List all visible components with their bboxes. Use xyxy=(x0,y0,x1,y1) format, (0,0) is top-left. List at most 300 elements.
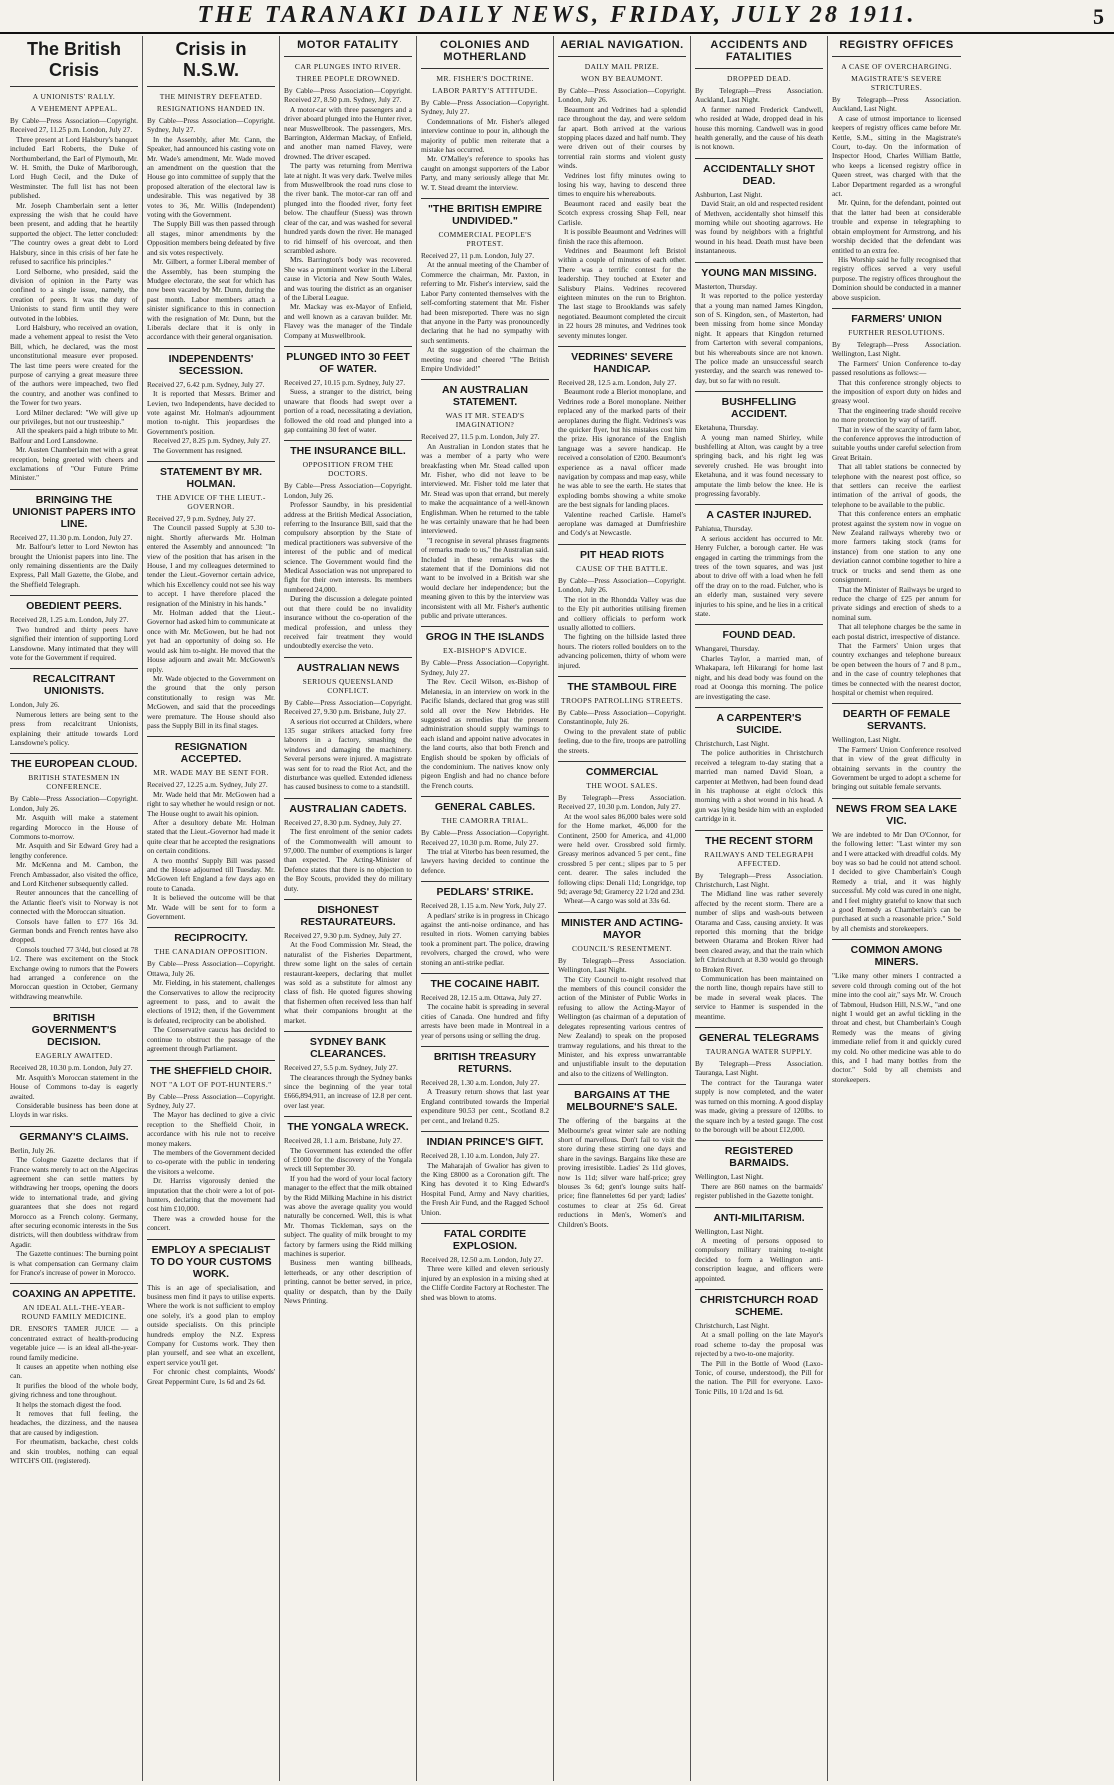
article-paragraph: By Telegraph—Press Association. Christchurch, Last Night. xyxy=(695,870,823,889)
article xyxy=(284,346,412,434)
article-paragraph: The Farmers' Union Conference resolved that in view of the great difficulty in obtaining servants in the country the Government be urged to adopt a scheme for bringing out suitable female servants. xyxy=(832,744,961,792)
article xyxy=(558,62,686,340)
article-paragraph: His Worship said he fully recognised that registry offices served a very useful purpose. The registry offices throughout the Dominion should be conducted in a manner above suspicion. xyxy=(832,254,961,302)
article-paragraph: The police authorities in Christchurch received a telegram to-day stating that a married man named David Sloan, a carpenter at Methven, had been found dead in his traphouse at eight o'clock this morning with a shot wound in his head. A gun was lying beside him with an exploded cartridge in it. xyxy=(695,748,823,824)
article-subhead: THE WOOL SALES. xyxy=(586,780,658,790)
article xyxy=(284,1031,412,1110)
article-paragraph: The Council passed Supply at 5.30 to-night. Shortly afterwards Mr. Holman entered the Assembly and announced: "In view of the position that has arisen in the House, I and my colleagues determined to tender the Lieut.-Governor certain advice, which his Excellency could not see his way to accept. I have therefore placed the resignation of the Ministry in his hands." xyxy=(147,523,275,608)
article-paragraph: For rheumatism, backache, chest colds and skin troubles, nothing can equal WITCH'S OIL (registered). xyxy=(10,1437,138,1466)
article-headline: SYDNEY BANK CLEARANCES. xyxy=(284,1031,412,1060)
article xyxy=(421,626,549,790)
article-headline: BUSHFELLING ACCIDENT. xyxy=(695,391,823,420)
article xyxy=(147,927,275,1053)
article-headline: AUSTRALIAN CADETS. xyxy=(284,798,412,815)
article-paragraph: The Pill in the Bottle of Wood (Laxo-Tonic, of course, understood), the Pill for the nation. The Pill for everyone. Laxo-Tonic Pills, 10 1/2d and 1s 6d. xyxy=(695,1358,823,1396)
masthead xyxy=(0,0,1114,34)
article-headline: "THE BRITISH EMPIRE UNDIVIDED." xyxy=(421,198,549,227)
article-paragraph: London, July 26. xyxy=(10,700,60,710)
article-paragraph: The Maharajah of Gwalior has given to the King £8000 as a Coronation gift. The King has devoted it to King Edward's Hospital Fund, Army and Navy charities, the Fresh Air Fund, and the Ragged School Union. xyxy=(421,1160,549,1217)
article-headline: ANTI-MILITARISM. xyxy=(695,1207,823,1224)
article-headline: BRITISH GOVERNMENT'S DECISION. xyxy=(10,1007,138,1048)
article xyxy=(421,796,549,875)
article xyxy=(147,1239,275,1386)
article xyxy=(421,379,549,620)
article-subhead: WAS IT MR. STEAD'S IMAGINATION? xyxy=(445,411,525,430)
article xyxy=(284,440,412,650)
article-paragraph: Mr. Balfour's letter to Lord Newton has brought the Unionist papers into line. The only remaining dissentients are the Daily Express, Pall Mall Gazette, the Globe, and the Sheffield Telegraph. xyxy=(10,542,138,589)
article-paragraph: Received 28, 10.30 p.m. London, July 27. xyxy=(10,1063,133,1073)
article-headline: CHRISTCHURCH ROAD SCHEME. xyxy=(695,1289,823,1318)
article-paragraph: A case of utmost importance to licensed keepers of registry offices came before Mr. Kettle, S.M., sitting in the Magistrate's Court, to-day. On the information of Inspector Hood, Charles William Battle, who keeps a licensed registry office in Queen street, was charged with that the Labor Department regarded as a wrongful act. xyxy=(832,113,961,199)
article xyxy=(284,1116,412,1305)
column xyxy=(280,36,417,1781)
article-paragraph: Two hundred and thirty peers have signified their intention of supporting Lord Lansdowne. Many intimated that they will vote for the Government if required. xyxy=(10,624,138,662)
article-paragraph: That the Farmers' Union urges that country exchanges and telephone bureaux be open between the hours of 7 and 8 p.m., and in the case of country telephones that times be connected with the nearest doctor, hospital or chemist when required. xyxy=(832,640,961,697)
article xyxy=(421,1046,549,1125)
article-paragraph: Received 27, 8.30 p.m. Sydney, July 27. xyxy=(284,817,402,827)
article-subhead: MAGISTRATE'S SEVERE STRICTURES. xyxy=(851,74,942,92)
article-paragraph: Whangarei, Thursday. xyxy=(695,644,760,654)
article-paragraph: Lord Selborne, who presided, said the division of opinion in the Party was confined to a single issue, namely, the creation of peers. It was the duty of Unionists to stand firm until they were outvoted in the lobbies. xyxy=(10,266,138,323)
article-paragraph: The City Council to-night resolved that the members of this council consider the action of the Minister of Public Works in refusing to allow the Acting-Mayor of Wellington (as chairman of a deputation of delegates representing various centres of New Zealand) to speak on the proposed tramway regulations, and his threat to the Minister, and his express unwarrantable and unjustifiable insult to the deputation and also to the citizens of Wellington. xyxy=(558,974,686,1078)
article-subhead: MR. FISHER'S DOCTRINE. xyxy=(436,74,534,83)
article xyxy=(421,74,549,192)
article-paragraph: There was a crowded house for the concert. xyxy=(147,1213,275,1233)
article-headline: GERMANY'S CLAIMS. xyxy=(10,1126,138,1143)
article-subhead: A UNIONISTS' RALLY. xyxy=(32,92,116,101)
article-headline: A CASTER INJURED. xyxy=(695,504,823,521)
article-paragraph: A meeting of persons opposed to compulsory military training to-night decided to form a Wellington anti-conscription league, and officers were appointed. xyxy=(695,1235,823,1283)
column xyxy=(417,36,554,1781)
article-paragraph: It is reported that Messrs. Brimer and Levien, two Independents, have decided to vote against Mr. Holman's adjournment motion to-night. This jeopardises the Government's position. xyxy=(147,389,275,436)
article-subhead: SERIOUS QUEENSLAND CONFLICT. xyxy=(302,676,394,695)
column-heading: AERIAL NAVIGATION. xyxy=(558,36,686,57)
article xyxy=(10,595,138,662)
article-headline: RECALCITRANT UNIONISTS. xyxy=(10,668,138,697)
article-paragraph: A motor-car with three passengers and a driver aboard plunged into the Hunter river, near Muswellbrook. The passengers, Mrs. Barrington, Alderman Mackay, of Enfield, and another man named Flavey, were drowned. The driver escaped. xyxy=(284,104,412,161)
article xyxy=(558,346,686,538)
article-headline: DEARTH OF FEMALE SERVANTS. xyxy=(832,703,961,732)
article-subhead: TROOPS PATROLLING STREETS. xyxy=(560,695,683,705)
article-headline: DISHONEST RESTAURATEURS. xyxy=(284,899,412,928)
article-paragraph: The first enrolment of the senior cadets of the Commonwealth will amount to 97,000. The number of exemptions is larger than expected. The Acting-Minister of Defence states that there is no objection to the Boy Scouts, provided they do military duty. xyxy=(284,827,412,893)
article xyxy=(558,912,686,1078)
article-paragraph: David Stair, an old and respected resident of Methven, accidentally shot himself this morning while out shooting agarrows. He was found by neighbors with a frightful wound in his head. Death must have been instantaneous. xyxy=(695,199,823,256)
article-headline: PLUNGED INTO 30 FEET OF WATER. xyxy=(284,346,412,375)
article-headline: GENERAL TELEGRAMS xyxy=(695,1027,823,1044)
article-paragraph: By Cable—Press Association—Copyright. Sydney, July 27. xyxy=(421,658,549,677)
article-headline: MINISTER AND ACTING-MAYOR xyxy=(558,912,686,941)
article-paragraph: It helps the stomach digest the food. xyxy=(16,1399,122,1409)
article-paragraph: Beaumont and Vedrines had a splendid race throughout the day, and were seldom far apart. Both arrived at the various stopping places dazed and half numb. They were driven out of their courses by torrential rain storms and violent gusty winds. xyxy=(558,104,686,171)
article xyxy=(10,92,138,483)
article xyxy=(10,668,138,747)
article-subhead: THREE PEOPLE DROWNED. xyxy=(295,74,401,83)
article-paragraph: Business men wanting billheads, letterheads, or any other description of printing, cannot be better served, in price, quality or despatch, than by the Daily News Printing. xyxy=(284,1258,412,1306)
article-paragraph: Received 28, 1.1 a.m. Brisbane, July 27. xyxy=(284,1136,402,1146)
article-paragraph: At the Food Commission Mr. Stead, the naturalist of the Fisheries Department, threw some light on the sales of certain restaurant-keepers, declaring that mullet was sold as a substitute for almost any class of fish. He quoted figures showing that fishermen often received less than half what their companions brought at the market. xyxy=(284,940,412,1025)
article-subhead: THE MINISTRY DEFEATED. xyxy=(159,92,263,101)
article-paragraph: Consols have fallen to £77 16s 3d. German bonds and French rentes have also dropped. xyxy=(10,916,138,945)
article-paragraph: Communication has been maintained on the north line, though repairs have still to be made in several weak places. The service to Hanmer is suspended in the meantime. xyxy=(695,974,823,1021)
article-paragraph: Received 28, 1.30 a.m. London, July 27. xyxy=(421,1078,540,1088)
article-paragraph: Mr. Holman added that the Lieut.-Governor had asked him to communicate at once with Mr. McGowen, but he had not yet had an opportunity of doing so. He would ask him to-night. He moved that the House adjourn and await Mr. McGowen's reply. xyxy=(147,608,275,674)
article-paragraph: Mr. Asquith will make a statement regarding Morocco in the House of Commons to-morrow. xyxy=(10,813,138,841)
article-paragraph: The Cologne Gazette declares that if France wants merely to act on the Algeciras agreement she can settle matters by withdrawing her troops, opening the doors wide to international trade, and giving guarantees that she does not regard Morocco as a French colony. Germany, after securing economic interests in the Sus districts, will then doubtless withdraw from Agadir. xyxy=(10,1155,138,1249)
column xyxy=(143,36,280,1781)
article-paragraph: Mr. O'Malley's reference to spooks has caught on amongst supporters of the Labor Party, and many seriously allege that Mr. W. T. Stead dreamt the interview. xyxy=(421,154,549,192)
column xyxy=(6,36,143,1781)
article-headline: GENERAL CABLES. xyxy=(421,796,549,813)
article-paragraph: Christchurch, Last Night. xyxy=(695,1320,770,1330)
article-subhead: RAILWAYS AND TELEGRAPH AFFECTED. xyxy=(704,849,814,868)
article-paragraph: The party was returning from Merriwa late at night. It was very dark. Twelve miles from Muswellbrook the road runs close to the river bank. The motor-car ran off and plunged into the flooded river, forty feet below. The chauffeur (Suess) was thrown clear of the car, and was washed for several hundred yards down the river. He managed to rid himself of his overcoat, and then scrambled ashore. xyxy=(284,161,412,255)
article-paragraph: Berlin, July 26. xyxy=(10,1145,55,1155)
article-headline: COMMON AMONG MINERS. xyxy=(832,939,961,968)
article-paragraph: For chronic chest complaints, Woods' Great Peppermint Cure, 1s 6d and 2s 6d. xyxy=(147,1367,275,1386)
article xyxy=(558,544,686,670)
article-paragraph: The contract for the Tauranga water supply is now completed, and the water was turned on this morning. A good display was made, giving a pressure of 120lbs. to the square inch by a tested gauge. The cost to the borough will be about £12,000. xyxy=(695,1077,823,1134)
article-paragraph: An Australian in London states that he was a member of a party who were breakfasting when Mr. Stead called upon Mr. Fisher, who did not leave to be interviewed. Mr. Fisher told me later that Mr. Stead was upon that errand, but merely to make the acquaintance of a well-known Englishman. When he returned to the table he was certainly unaware that he had been interviewed. xyxy=(421,441,549,536)
article-subhead: BRITISH STATESMEN IN CONFERENCE. xyxy=(28,773,120,792)
article-headline: THE EUROPEAN CLOUD. xyxy=(10,753,138,770)
article-paragraph: Professor Saundby, in his presidential address at the British Medical Association, referring to the Insurance Bill, said that the compulsory absorption by the State of medical practitioners was subversive of the interest of the public and of medical science. The Government would find the Medical Association was not unprepared to fight for their own interests. Its members numbered 24,000. xyxy=(284,500,412,594)
article-paragraph: That the Minister of Railways be urged to reduce the charge of £25 per annum for private sidings and erection of sheds to a nominal sum. xyxy=(832,584,961,622)
article-paragraph: Mr. Quinn, for the defendant, pointed out that the latter had been at considerable trouble and expense in telegraphing to obtain employment for Armstrong, and his worship decided that the defendant was entitled to an extra fee. xyxy=(832,198,961,255)
newspaper-columns xyxy=(6,36,1108,1781)
article-paragraph: Mr. Mackay was ex-Mayor of Enfield, and well known as a caravan builder. Mr. Flavey was the manager of the Tindale Company at Muswellbrook. xyxy=(284,302,412,340)
article-paragraph: Mr. Austen Chamberlain met with a great reception, being greeted with cheers and exclamations of "Our Future Prime Minister." xyxy=(10,445,138,483)
article-paragraph: Three present at Lord Halsbury's banquet included Earl Roberts, the Duke of Northumberland, the Earl of Plymouth, Mr. W. H. Smith, the Duke of Marlborough, Lord Hugh Cecil, and the Duke of Westminster. The full list has not been published. xyxy=(10,134,138,201)
article-headline: COMMERCIAL xyxy=(558,761,686,778)
article-headline: THE RECENT STORM xyxy=(695,830,823,847)
article xyxy=(421,1131,549,1217)
article xyxy=(695,1207,823,1283)
article xyxy=(10,489,138,589)
article xyxy=(10,1283,138,1465)
article-paragraph: Mr. Joseph Chamberlain sent a letter expressing the wish that he could have been present, and adding that he heartily supported the object. The letter concluded: "The country owes a great debt to Lord Halsbury, since in this crisis of her fate he refused to sacrifice his principles." xyxy=(10,200,138,267)
article-paragraph: Mr. Wade objected to the Government on the ground that the only person constitutionally to resign was Mr. McGowen, and said that the proceedings were premature. The House should also pass the Supply Bill in its final stages. xyxy=(147,673,275,730)
article-subhead: AN IDEAL ALL-THE-YEAR-ROUND FAMILY MEDICINE. xyxy=(21,1303,127,1322)
article-paragraph: By Cable—Press Association—Copyright. Sydney, July 27. xyxy=(147,116,275,135)
article xyxy=(832,703,961,791)
article-paragraph: At the annual meeting of the Chamber of Commerce the chairman, Mr. Paxton, in referring to Mr. Fisher's interview, said the Labor Party contented themselves with the self-comforting statement that Mr. Fisher had been misreported. There was no sign that anyone in the Party was pronouncedly declaring that he had no sympathy with such sentiments. xyxy=(421,260,549,345)
article-headline: YOUNG MAN MISSING. xyxy=(695,262,823,279)
article-paragraph: Numerous letters are being sent to the press from recalcitrant Unionists, explaining their attitude towards Lord Lansdowne's policy. xyxy=(10,709,138,747)
article-subhead: WON BY BEAUMONT. xyxy=(580,74,664,83)
article-subhead: DAILY MAIL PRIZE. xyxy=(584,62,660,71)
article-headline: COAXING AN APPETITE. xyxy=(10,1283,138,1300)
article xyxy=(421,1223,549,1302)
column-heading: The British Crisis xyxy=(10,36,138,87)
article xyxy=(832,308,961,697)
article-paragraph: At the wool sales 86,000 bales were sold for the Home market, 46,000 for the Continent, 2500 for America, and 41,000 were held over. Crossbred sold firmly. Greasy merinos advanced 5 per cent., fine crossbred 5 per cent.; slipes par to 5 per cent. dearer. The sales included the following clips: Denali 11d; Longridge, top 9d; average 9d; Gramercy 22 1/2d and 23d. xyxy=(558,811,686,897)
article-paragraph: Received 27, 8.25 p.m. Sydney, July 27. xyxy=(153,436,271,446)
column xyxy=(554,36,691,1781)
article xyxy=(10,1126,138,1278)
article xyxy=(10,1007,138,1119)
article-headline: THE SHEFFIELD CHOIR. xyxy=(147,1060,275,1077)
article-headline: THE COCAINE HABIT. xyxy=(421,973,549,990)
article-subhead: A CASE OF OVERCHARGING. xyxy=(841,62,952,71)
article-paragraph: "Like many other miners I contracted a severe cold through coming out of the hot mine into the cool air," says Mr. W. Crouch of Tabmoul, Hudson Hill, N.S.W., "and one night I would get an awful tickling in the throat and chest, but Chamberlain's Cough Remedy was the means of giving immediate relief from it and quickly cured my cold. No other medicine was able to do this, and I had many bottles from the doctor." Sold by all chemists and storekeepers. xyxy=(832,971,961,1084)
article-headline: BARGAINS AT THE MELBOURNE'S SALE. xyxy=(558,1084,686,1113)
article-headline: THE INSURANCE BILL. xyxy=(284,440,412,457)
article-paragraph: The cocaine habit is spreading in several cities of Canada. One hundred and fifty arrests have been made in Montreal in a year of persons using or selling the drug. xyxy=(421,1002,549,1040)
article-paragraph: The Government has resigned. xyxy=(153,445,243,455)
article xyxy=(421,973,549,1040)
article-paragraph: Received 28, 12.50 a.m. London, July 27. xyxy=(421,1254,544,1264)
article-paragraph: Wellington, Last Night. xyxy=(695,1226,764,1236)
article-subhead: THE CANADIAN OPPOSITION. xyxy=(154,947,268,957)
article-subhead: OPPOSITION FROM THE DOCTORS. xyxy=(302,460,394,479)
article-headline: RECIPROCITY. xyxy=(147,927,275,944)
article-paragraph: Beaumont raced and easily beat the Scotch express crossing Shap Fell, near Carlisle. xyxy=(558,198,686,227)
article-paragraph: All the speakers paid a high tribute to Mr. Balfour and Lord Lansdowne. xyxy=(10,426,138,445)
article-paragraph: Consols touched 77 3/4d, but closed at 78 1/2. There was excitement on the Stock Exchange owing to rumors that the Powers had arranged a conference on the Moroccan question in October, Germany withdrawing meanwhile. xyxy=(10,944,139,1001)
article xyxy=(695,262,823,385)
article-paragraph: Vedrines lost fifty minutes owing to losing his way, having to descend three times to enquire his whereabouts. xyxy=(558,170,686,199)
article-paragraph: If you had the word of your local factory manager to the effect that the milk obtained by the Ridd Milking Machine in his district was above the average quality you would naturally be concerned. Well, this is what Mr. Thomas Tickleman, says on the subject. The quality of milk brought to my factory by farmers using the Ridd milking machines is superior. xyxy=(284,1173,412,1258)
article-paragraph: A Treasury return shows that last year England contributed towards the Imperial expenditure 90.53 per cent., Scotland 8.2 per cent., and Ireland 0.25. xyxy=(421,1087,549,1125)
article xyxy=(421,881,549,967)
article-paragraph: Christchurch, Last Night. xyxy=(695,738,770,748)
article-headline: AUSTRALIAN NEWS xyxy=(284,657,412,674)
article-paragraph: Mr. Wade held that Mr. McGowen had a right to say whether he would resign or not. The House ought to await his opinion. xyxy=(147,789,275,818)
article-paragraph: That the engineering trade should receive no more protection by way of tariff. xyxy=(832,405,961,425)
article-paragraph: Beaumont rode a Bleriot monoplane, and Vedrines rode a Borel monoplane. Neither replaced any of the marked parts of their aeroplanes during the flight. Vedrines's was the quicker flyer, but his mistakes cost him the prize. His ignorance of the English language was a severe handicap. He received a consolation of £200. Beaumont's experience as a naval officer made navigation by compass and map easy, while he was able to see the earth. He states that exploding bombs showing a white smoke are the best signals for landing places. xyxy=(558,387,686,510)
article xyxy=(695,1027,823,1134)
article-paragraph: Received 27, 11 p.m. London, July 27. xyxy=(421,251,535,261)
article xyxy=(284,62,412,340)
article-paragraph: The riot in the Rhondda Valley was due to the Ely pit authorities utilising firemen and colliery officials to perform work usually allotted to colliers. xyxy=(558,594,686,632)
article-paragraph: The members of the Government decided to co-operate with the public in tendering the visitors a welcome. xyxy=(147,1147,275,1176)
article xyxy=(558,761,686,906)
article-paragraph: That in view of the scarcity of farm labor, the conference approves the introduction of suitable youths under careful selection from Great Britain. xyxy=(832,424,961,462)
article xyxy=(832,62,961,302)
article-headline: THE YONGALA WRECK. xyxy=(284,1116,412,1133)
article-paragraph: It is possible Beaumont and Vedrines will finish the race this afternoon. xyxy=(558,227,686,246)
article xyxy=(284,657,412,792)
column xyxy=(828,36,965,1781)
article-paragraph: At the suggestion of the chairman the meeting rose and cheered "The British Empire Undivided!" xyxy=(421,345,549,373)
article-paragraph: By Telegraph—Press Association. Tauranga, Last Night. xyxy=(695,1059,823,1078)
article-headline: EMPLOY A SPECIALIST TO DO YOUR CUSTOMS WORK. xyxy=(147,1239,275,1280)
article xyxy=(147,348,275,455)
article-paragraph: Reuter announces that the cancelling of the Atlantic fleet's visit to Norway is not connected with the Moroccan situation. xyxy=(10,888,138,917)
article-paragraph: At a small polling on the late Mayor's road scheme to-day the proposal was rejected by a two-to-one majority. xyxy=(695,1330,823,1359)
article-headline: OBEDIENT PEERS. xyxy=(10,595,138,612)
article-paragraph: Received 28, 1.15 a.m. New York, July 27. xyxy=(421,901,547,911)
article-paragraph: A young man named Shirley, while bushfelling at Alton, was caught by a tree springing back, and his right leg was severely crushed. He was brought into Eketahuna, and it was found necessary to amputate the limb below the knee. He is progressing favorably. xyxy=(695,432,823,498)
article-paragraph: That all tablet stations be connected by telephone with the nearest post office, so that settlers can receive the earliest intimation of the arrival of goods, the telephone to be available to the public. xyxy=(832,462,961,509)
article xyxy=(832,939,961,1084)
article-paragraph: Lord Halsbury, who received an ovation, made a vehement appeal to resist the Veto Bill, which, he declared, was the most unconstitutional measure ever proposed. The last time peers were created for the purpose of carrying a great measure three of the authors were impeached, two fled the country, and another was confined to the Tower for two years. xyxy=(10,322,138,408)
article-headline: PEDLARS' STRIKE. xyxy=(421,881,549,898)
article-paragraph: The trial at Viterbo has been resumed, the lawyers having decided to continue the defence. xyxy=(421,846,549,875)
article xyxy=(695,1289,823,1396)
article-paragraph: Mrs. Barrington's body was recovered. She was a prominent worker in the Liberal cause in Victoria and New South Wales, and was touring the district as an organiser of the Liberal League. xyxy=(284,255,412,302)
article-paragraph: The Midland line was rather severely affected by the recent storm. There are a number of slips and wash-outs between Otarama and Cass, causing anxiety. It was reported this morning that the bridge between Otarama and Broken River had been cleared away, and that the train which left Christchurch at 8.30 would go through to Broken River. xyxy=(695,889,823,974)
article xyxy=(421,198,549,373)
article-paragraph: Received 27, 12.25 a.m. Sydney, July 27. xyxy=(147,780,268,790)
article xyxy=(558,1084,686,1229)
article-headline: INDEPENDENTS' SECESSION. xyxy=(147,348,275,377)
article-paragraph: Owing to the prevalent state of public feeling, due to the fire, troops are patrolling the streets. xyxy=(558,726,686,755)
article-paragraph: A pedlars' strike is in progress in Chicago against the anti-noise ordinance, and has resulted in riots. Women carrying babies took a prominent part. The police, drawing revolvers, charged the crowd, who were stoning an anti-strike pedlar. xyxy=(421,910,549,967)
article-paragraph: Pahiatua, Thursday. xyxy=(695,524,753,534)
article-headline: BRINGING THE UNIONIST PAPERS INTO LINE. xyxy=(10,489,138,530)
article-paragraph: The offering of the bargains at the Melbourne's great winter sale are nothing short of marvellous. Don't fail to visit the store during these stirring one days and share in the savings. Bargains like these are proving irresistible. Ladies' 2s 11d gloves, now 1s 11d; silver ware half-price; grey blouses 3s 6d; gent's lounge suits half-price; fine flannelettes 6d per yard; ladies' costumes to clear at 25s 6d. Great reductions in Men's, Women's and Children's Boots. xyxy=(558,1116,686,1229)
article-paragraph: By Cable—Press Association—Copyright. London, July 26. xyxy=(284,481,412,500)
column-heading: REGISTRY OFFICES xyxy=(832,36,961,57)
article-paragraph: The Government has extended the offer of £1000 for the discovery of the Yongala wreck till September 30. xyxy=(284,1145,412,1174)
article-paragraph: Valentine reached Carlisle. Hamel's aeroplane was damaged at Dumfrieshire and Cody's at Newcastle. xyxy=(558,509,686,538)
article-paragraph: By Telegraph—Press Association. Wellington, Last Night. xyxy=(558,955,686,975)
article-paragraph: By Cable—Press Association—Copyright. Received 27, 8.50 p.m. Sydney, July 27. xyxy=(284,86,412,105)
article-paragraph: Received 27, 11.30 p.m. London, July 27. xyxy=(10,532,133,542)
article-headline: GROG IN THE ISLANDS xyxy=(421,626,549,643)
article-paragraph: Received 28, 1.25 a.m. London, July 27. xyxy=(10,615,129,625)
article-headline: VEDRINES' SEVERE HANDICAP. xyxy=(558,346,686,375)
page-number: 5 xyxy=(1093,4,1104,29)
article-headline: ACCIDENTALLY SHOT DEAD. xyxy=(695,158,823,187)
article-subhead: LABOR PARTY'S ATTITUDE. xyxy=(432,86,538,95)
article-paragraph: Mr. Asquith's Moroccan statement in the House of Commons to-day is eagerly awaited. xyxy=(10,1072,138,1101)
article-headline: FARMERS' UNION xyxy=(832,308,961,325)
article xyxy=(147,461,275,730)
article-paragraph: During the discussion a delegate pointed out that there could be no invalidity insurance without the co-operation of the medical profession, and unless they received fair treatment they would undoubtedly exercise the veto. xyxy=(284,594,412,651)
article-paragraph: Received 27, 9.30 p.m. Sydney, July 27. xyxy=(284,931,402,941)
article-paragraph: By Telegraph—Press Association. Wellington, Last Night. xyxy=(832,339,961,359)
article xyxy=(695,504,823,618)
article-headline: INDIAN PRINCE'S GIFT. xyxy=(421,1131,549,1148)
column-heading: MOTOR FATALITY xyxy=(284,36,412,57)
article-paragraph: By Cable—Press Association—Copyright. Received 27, 10.30 p.m. Rome, July 27. xyxy=(421,828,549,847)
article-paragraph: Condemnations of Mr. Fisher's alleged interview continue to pour in, although the majority of public men reiterate that a mistake has occurred. xyxy=(421,116,549,155)
article-paragraph: Three were killed and eleven seriously injured by an explosion in a mixing shed at the Cliffe Cordite Factory at Rochester. The shed was blown to atoms. xyxy=(421,1264,550,1302)
article-paragraph: This is an age of specialisation, and business men find it pays to utilise experts. Where the work is not sufficient to employ one solely, it's a good plan to employ outside specialists. On this principle hundreds employ the N.Z. Express Company for Customs work. They then plan yourself, and see what an excellent, expert service you'll get. xyxy=(147,1282,275,1367)
article xyxy=(695,1140,823,1200)
article-paragraph: That all telephone charges be the same in each postal district, irrespective of distance. xyxy=(832,622,961,641)
article-headline: STATEMENT BY MR. HOLMAN. xyxy=(147,461,275,490)
article-paragraph: Wheat—A cargo was sold at 33s 6d. xyxy=(564,896,671,906)
article-paragraph: By Cable—Press Association—Copyright. Received 27, 11.25 p.m. London, July 27. xyxy=(10,116,138,135)
article-paragraph: Received 27, 5.5 p.m. Sydney, July 27. xyxy=(284,1063,398,1073)
article-paragraph: The Farmers' Union Conference to-day passed resolutions as follows:— xyxy=(832,358,961,378)
article-headline: NEWS FROM SEA LAKE VIC. xyxy=(832,798,961,827)
article-paragraph: Mr. Gilbert, a former Liberal member of the Assembly, has been stumping the Mudgee electorate, the seat for which has now been vacated by Mr. Dunn, during the past month. Labor members attach a sinister significance to this in connection with the resignation of Mr. Dunn, but the Liberals declare that it is only in accordance with their general organisation. xyxy=(147,257,275,342)
article-subhead: A VEHEMENT APPEAL. xyxy=(30,104,118,113)
article-paragraph: It removes that full feeling, the headaches, the dizziness, and the nausea that are caused by indigestion. xyxy=(10,1409,138,1437)
article-subhead: TAURANGA WATER SUPPLY. xyxy=(705,1047,813,1057)
article-subhead: CAUSE OF THE BATTLE. xyxy=(575,563,669,573)
article xyxy=(695,74,823,152)
article-subhead: MR. WADE MAY BE SENT FOR. xyxy=(153,768,269,778)
article-headline: BRITISH TREASURY RETURNS. xyxy=(421,1046,549,1075)
article xyxy=(695,391,823,498)
article-paragraph: A two months' Supply Bill was passed and the House adjourned till Tuesday. Mr. McGowen left England a few days ago en route to Canada. xyxy=(147,855,275,893)
article-paragraph: Wellington, Last Night. xyxy=(695,1172,764,1182)
article-paragraph: It is believed the outcome will be that Mr. Wade will be sent for to form a Government. xyxy=(147,893,275,922)
article-paragraph: That this conference strongly objects to the imposition of export duty on hides and greasy wool. xyxy=(832,377,961,406)
article-headline: PIT HEAD RIOTS xyxy=(558,544,686,561)
article-paragraph: There are 860 names on the barmaids' register published in the Gazette tonight. xyxy=(695,1181,823,1201)
article-headline: THE STAMBOUL FIRE xyxy=(558,676,686,693)
article-subhead: COMMERCIAL PEOPLE'S PROTEST. xyxy=(438,230,532,249)
article-paragraph: By Cable—Press Association—Copyright. Received 27, 9.30 p.m. Brisbane, July 27. xyxy=(284,697,412,717)
article-paragraph: Considerable business has been done at Lloyds in war risks. xyxy=(10,1100,138,1120)
article-paragraph: Received 28, 12.5 a.m. London, July 27. xyxy=(558,377,677,387)
article-paragraph: Received 27, 9 p.m. Sydney, July 27. xyxy=(147,514,256,523)
article-headline: FATAL CORDITE EXPLOSION. xyxy=(421,1223,549,1252)
article-paragraph: Masterton, Thursday. xyxy=(695,281,758,291)
article xyxy=(147,1060,275,1233)
article xyxy=(695,707,823,824)
article-paragraph: By Cable—Press Association—Copyright. Ottawa, July 26. xyxy=(147,959,275,978)
article-paragraph: By Cable—Press Association—Copyright. Sydney, July 27. xyxy=(421,98,549,117)
article-paragraph: We are indebted to Mr Dan O'Connor, for the following letter: "Last winter my son and I were attacked with dreadful colds. My boy was so bad he could not attend school. I decided to give Chamberlain's Cough Remedy a trial, and it was highly successful. My cold was cured in one night, and I feel mighty grateful to know that such a good Remedy as Chamberlain's can be purchased at such a reasonable price." Sold by all chemists and storekeepers. xyxy=(832,829,961,933)
article-paragraph: Wellington, Last Night. xyxy=(832,735,901,745)
article xyxy=(695,158,823,256)
article-subhead: THE ADVICE OF THE LIEUT.-GOVERNOR. xyxy=(156,493,266,511)
article-paragraph: It was reported to the police yesterday that a young man named James Kingdon, son of S. Kingdon, sen., of Masterton, had been missing from home since Monday night. It appears that Kingdon returned from Carterton with several companions, but his whereabouts since are not known. The police made an unsuccessful search yesterday, and the search was renewed to-day, but so far with no result. xyxy=(695,291,823,385)
article xyxy=(147,736,275,921)
article-headline: FOUND DEAD. xyxy=(695,624,823,641)
article-paragraph: Received 27, 11.5 p.m. London, July 27. xyxy=(421,432,540,442)
article-paragraph: The Supply Bill was then passed through all stages, minor amendments by the Opposition members being defeated by five and six votes respectively. xyxy=(147,219,275,257)
article-paragraph: That this conference enters an emphatic protest against the system now in vogue on New Zealand railways whereby two or more farmers taking stock (rams for instance) from one station to any one deviation cannot combine together to hire a truck or trucks and send them as one consignment. xyxy=(832,509,961,585)
article-paragraph: Received 28, 1.10 a.m. London, July 27. xyxy=(421,1151,540,1161)
article-paragraph: The Gazette continues: The burning point is what compensation can Germany claim for France's increase of power in Morocco. xyxy=(10,1249,138,1277)
article-paragraph: The fighting on the hillside lasted three hours. The rioters rolled boulders on to the advancing policemen, thirty of whom were injured. xyxy=(558,632,686,670)
article-subhead: NOT "A LOT OF POT-HUNTERS." xyxy=(150,1079,272,1089)
article-paragraph: By Cable—Press Association—Copyright. Constantinople, July 26. xyxy=(558,707,686,727)
article-paragraph: Mr. McKenna and M. Cambon, the French Ambassador, also visited the office, and Lord Kitchener subsequently called. xyxy=(10,860,138,888)
article-headline: AN AUSTRALIAN STATEMENT. xyxy=(421,379,549,408)
article-paragraph: Lord Milner declared: "We will give up our privileges, but not our trusteeship." xyxy=(10,407,138,426)
article-paragraph: By Telegraph—Press Association. Received 27, 10.30 p.m. London, July 27. xyxy=(558,792,686,812)
article-subhead: EX-BISHOP'S ADVICE. xyxy=(443,646,527,656)
article-paragraph: Received 28, 12.15 a.m. Ottawa, July 27. xyxy=(421,993,542,1003)
column-heading: ACCIDENTS AND FATALITIES xyxy=(695,36,823,69)
article-paragraph: Mr. Asquith and Sir Edward Grey had a lengthy conference. xyxy=(10,841,138,860)
article-paragraph: Ashburton, Last Night. xyxy=(695,189,763,199)
article-paragraph: The clearances through the Sydney banks since the beginning of the year total £666,894,911, an increase of 12.8 per cent. over last year. xyxy=(284,1072,412,1110)
article-paragraph: A serious riot occurred at Childers, where 135 sugar strikers attacked forty free laborers in a factory, smashing the windows and damaging the machinery. Several persons were injured. A magistrate was sent for to read the Riot Act, and the disturbance was quelled. Extended idleness has caused business to come to a standstill. xyxy=(284,716,412,792)
article-subhead: CAR PLUNGES INTO RIVER. xyxy=(294,62,402,71)
article-paragraph: After a desultory debate Mr. Holman stated that the Lieut.-Governor had made it quite clear that he accepted the resignations on certain conditions. xyxy=(147,817,275,856)
article-paragraph: Mr. Fielding, in his statement, challenges the Conservatives to allow the reciprocity agreement to pass, and to await the elections of 1912; then, if the Government is defeated, reciprocity can be abolished. xyxy=(147,978,275,1025)
column-heading: COLONIES AND MOTHERLAND xyxy=(421,36,549,69)
article-paragraph: Vedrines and Beaumont left Bristol within a couple of minutes of each other. There was a terrific contest for the leadership. They touched at Exeter and Salisbury Plains. Vedrines recovered eighteen minutes on the run to Brighton. The last stage to Brooklands was safely negotiated. Beaumont completed the circuit in 22 hours 28 minutes, and Vedrines took seventy minutes longer. xyxy=(558,245,686,340)
article-paragraph: Received 27, 6.42 p.m. Sydney, July 27. xyxy=(147,379,265,389)
article-headline: A CARPENTER'S SUICIDE. xyxy=(695,707,823,736)
article-subhead: COUNCIL'S RESENTMENT. xyxy=(571,943,673,953)
article xyxy=(558,676,686,755)
article-headline: REGISTERED BARMAIDS. xyxy=(695,1140,823,1169)
article-paragraph: By Cable—Press Association—Copyright. London, July 26. xyxy=(558,86,686,105)
article-paragraph: Received 27, 10.15 p.m. Sydney, July 27. xyxy=(284,377,406,387)
article-paragraph: DR. ENSOR'S TAMER JUICE — a concentrated extract of health-producing vegetable juice — is an ideal all-the-year-round family medicine. xyxy=(10,1324,138,1362)
article-paragraph: Charles Taylor, a married man, of Whakapara, left Hikurangi for home last night, and his dead body was found on the road at Ooonga this morning. The police are investigating the case. xyxy=(695,653,823,701)
article-paragraph: It purifies the blood of the whole body, giving richness and tone throughout. xyxy=(10,1380,138,1400)
article-subhead: DROPPED DEAD. xyxy=(727,74,791,83)
newspaper-title: THE TARANAKI DAILY NEWS, FRIDAY, JULY 28 1911. xyxy=(197,2,917,28)
article-paragraph: By Cable—Press Association—Copyright. London, July 26. xyxy=(10,794,138,813)
article-paragraph: The Rev. Cecil Wilson, ex-Bishop of Melanesia, in an interview on work in the Pacific Islands, declared that grog was still sold all over the New Hebrides. He suggested as remedies that the present administration should supply warnings to each island and appoint native advocates in the land courts, also that both French and English should be spoken by officials of the condominium. The natives know only pigeon English and had no chance before the French courts. xyxy=(421,677,549,790)
article-paragraph: "I recognise in several phrases fragments of remarks made to us," the Australian said. Included in these remarks was the statement that if the Dominions did not want to be involved in a British war she would declare her independence; but the meaning given to this by the interview was inconsistent with all Mr. Fisher's authentic public and private utterances. xyxy=(421,535,549,621)
